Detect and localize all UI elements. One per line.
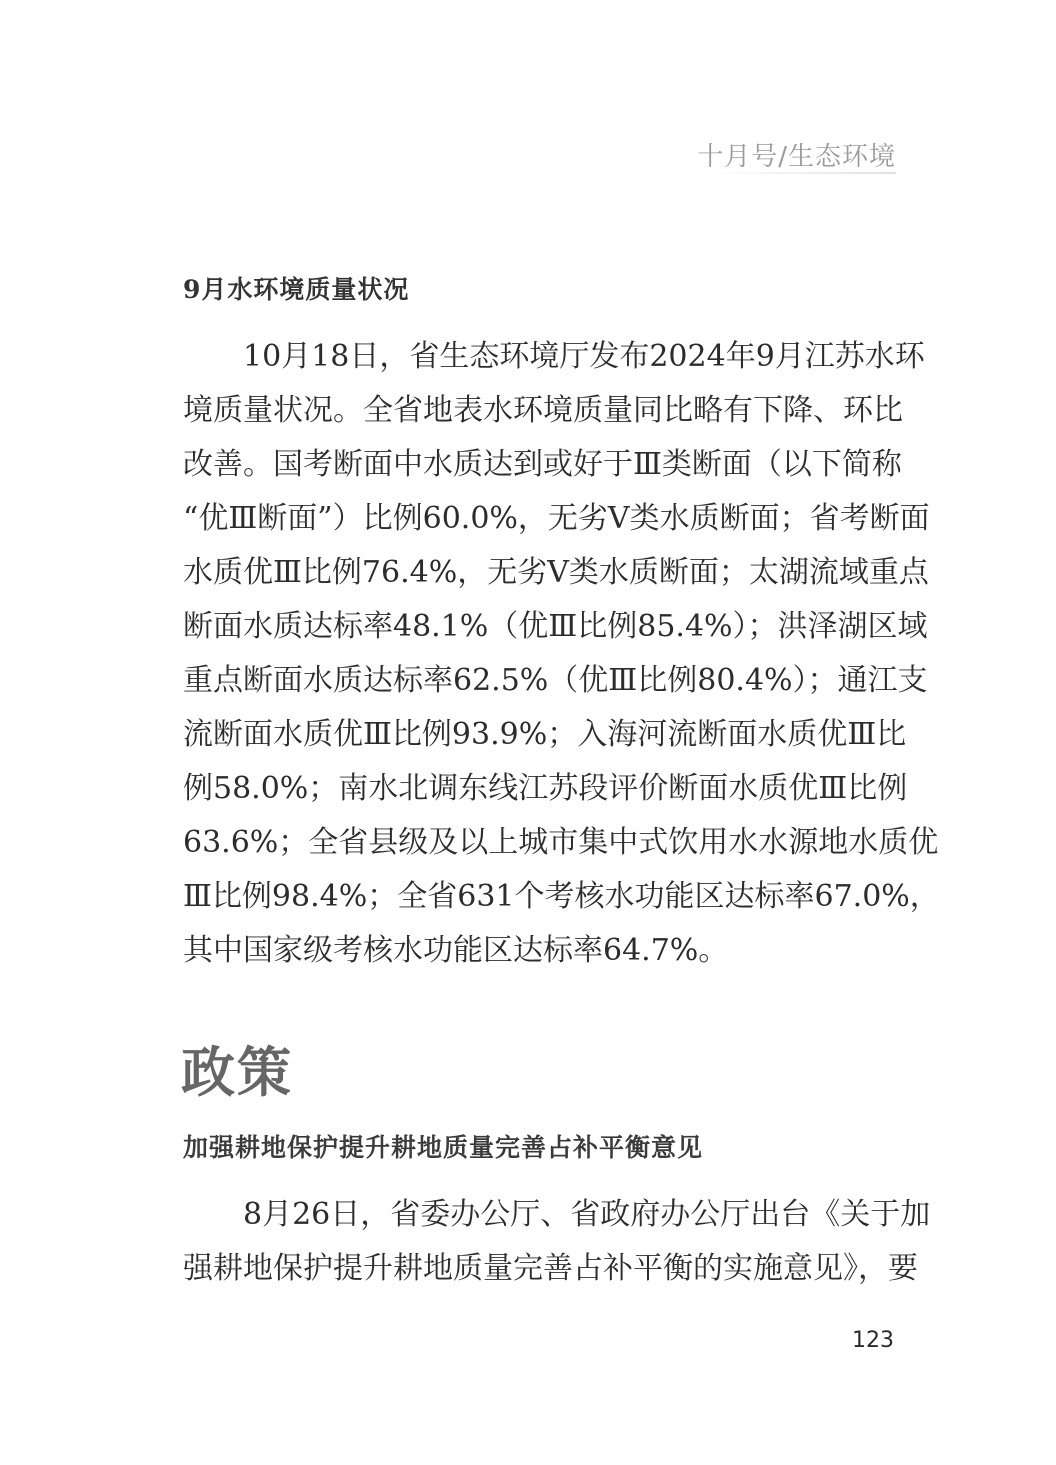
running-header: 十月号/生态环境 [697,142,896,172]
paragraph-line: “优Ⅲ断面”）比例60.0%，无劣Ⅴ类水质断面；省考断面 [183,501,930,536]
paragraph-line: Ⅲ比例98.4%；全省631个考核水功能区达标率67.0%， [183,879,940,914]
paragraph-line: 断面水质达标率48.1%（优Ⅲ比例85.4%）；洪泽湖区域 [183,609,928,644]
paragraph-line: 8月26日，省委办公厅、省政府办公厅出台《关于加 [243,1197,931,1232]
page-number: 123 [852,1328,894,1353]
paragraph-line: 例58.0%；南水北调东线江苏段评价断面水质优Ⅲ比例 [183,771,908,806]
paragraph-line: 10月18日，省生态环境厅发布2024年9月江苏水环 [243,339,925,374]
paragraph-line: 境质量状况。全省地表水环境质量同比略有下降、环比 [183,393,903,428]
section-heading-policy: 政策 [181,1041,293,1104]
paragraph-line: 重点断面水质达标率62.5%（优Ⅲ比例80.4%）；通江支 [183,663,928,698]
paragraph-water-quality [183,330,940,978]
section-title-farmland: 加强耕地保护提升耕地质量完善占补平衡意见 [183,1133,704,1162]
paragraph-line: 其中国家级考核水功能区达标率64.7%。 [183,933,729,968]
paragraph-line: 改善。国考断面中水质达到或好于Ⅲ类断面（以下简称 [183,447,902,482]
paragraph-line: 水质优Ⅲ比例76.4%，无劣Ⅴ类水质断面；太湖流域重点 [183,555,929,590]
paragraph-line: 流断面水质优Ⅲ比例93.9%；入海河流断面水质优Ⅲ比 [183,717,907,752]
header-rule [706,172,896,174]
paragraph-line: 63.6%；全省县级及以上城市集中式饮用水水源地水质优 [183,825,939,860]
section-title-water-quality: 9月水环境质量状况 [183,275,410,304]
paragraph-farmland [183,1188,931,1296]
paragraph-line: 强耕地保护提升耕地质量完善占补平衡的实施意见》，要 [183,1251,918,1286]
